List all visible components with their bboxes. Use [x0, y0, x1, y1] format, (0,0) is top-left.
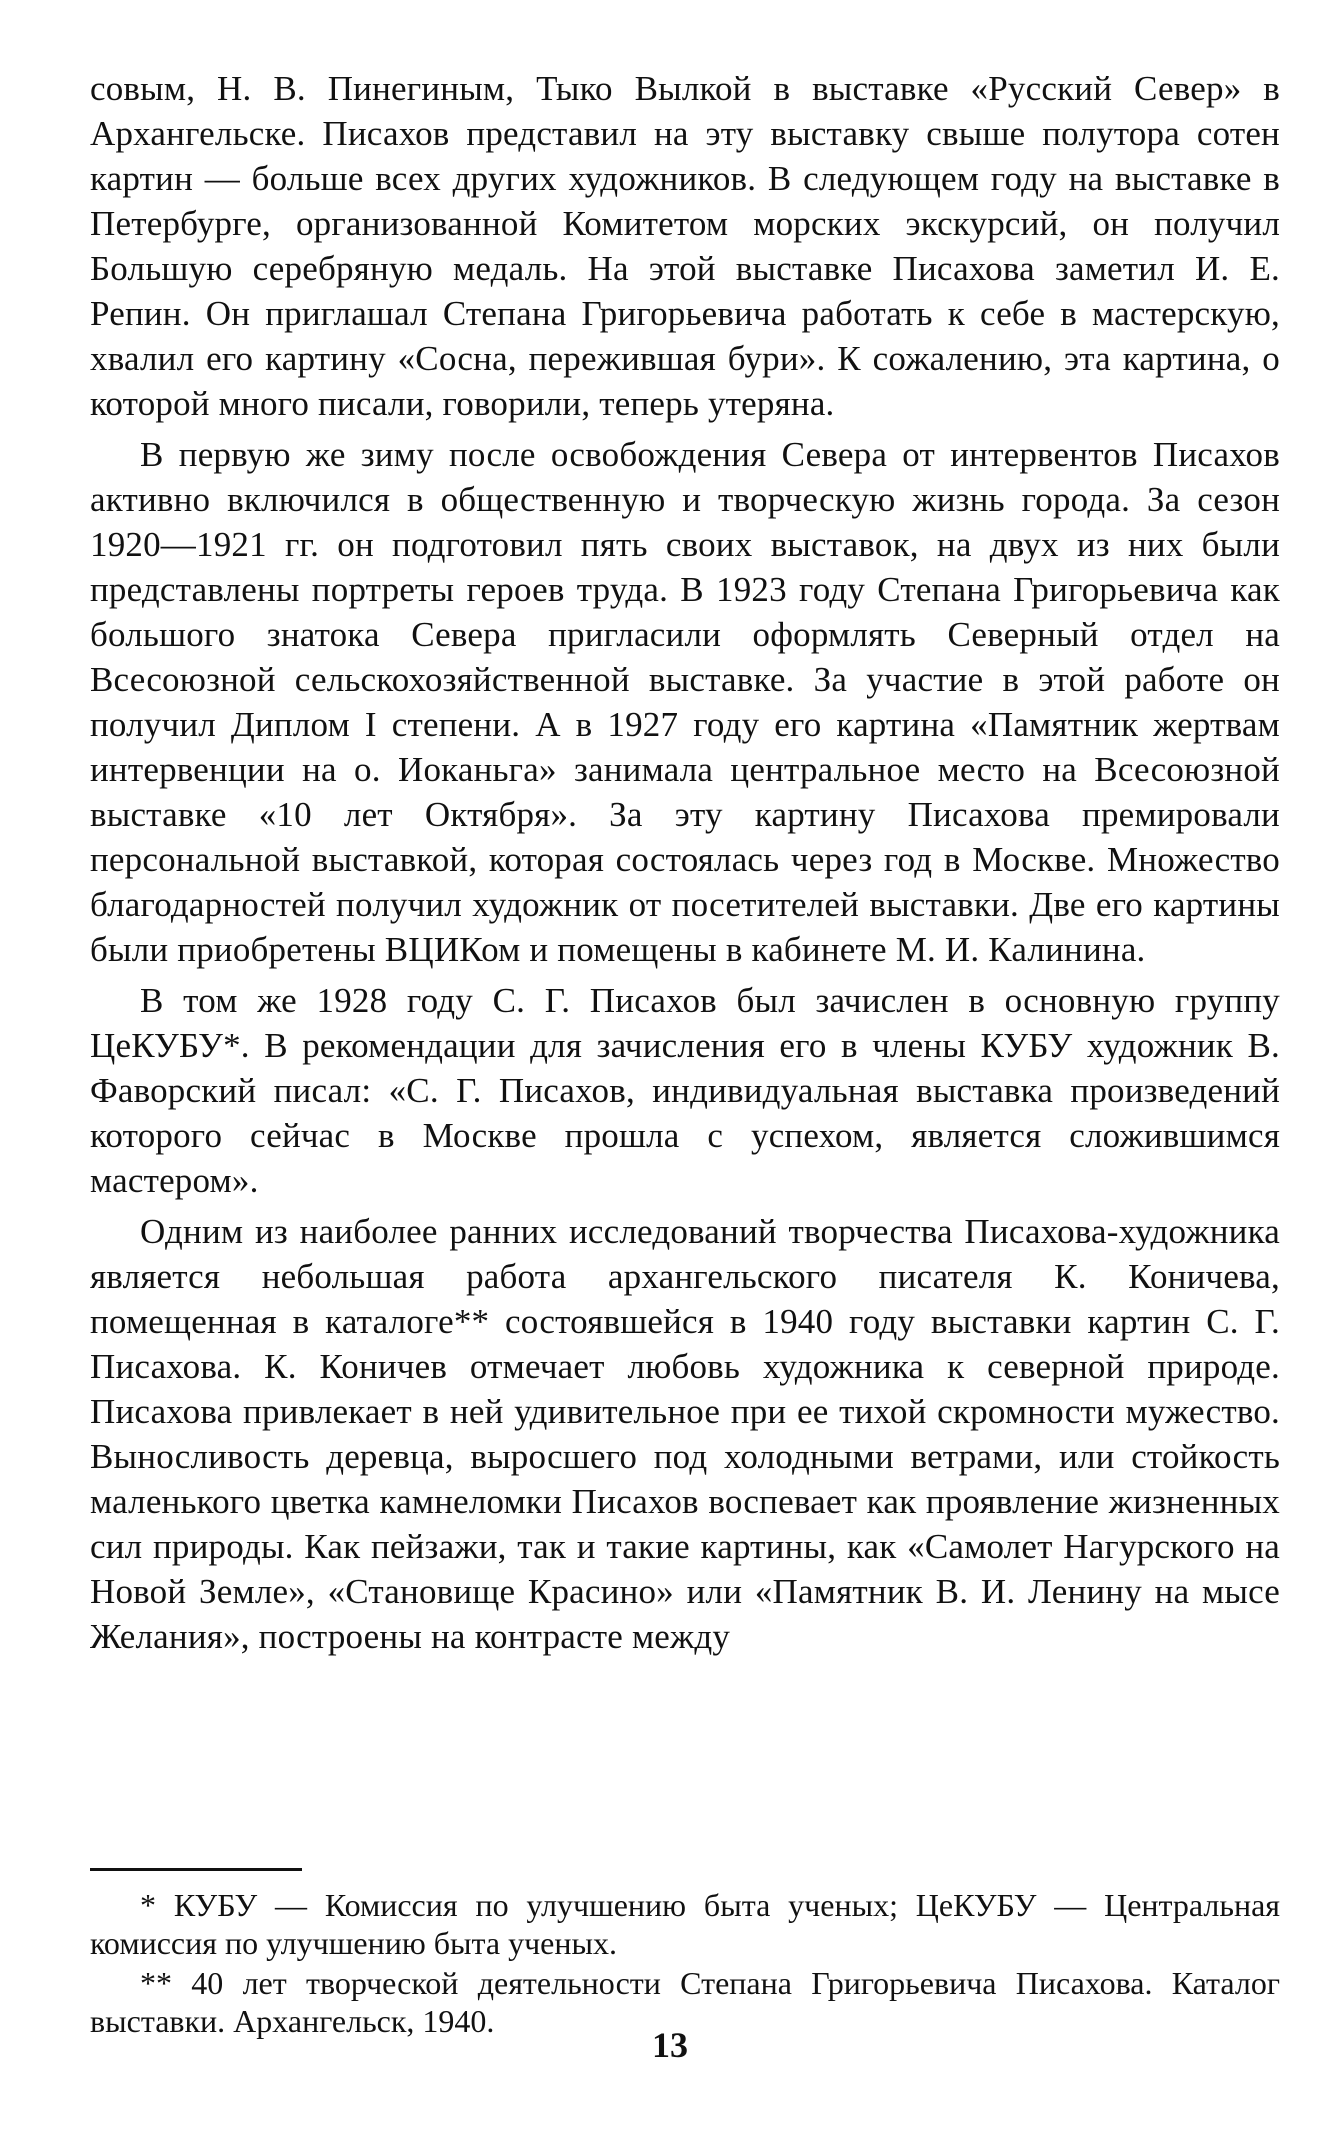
- page-number: 13: [652, 2025, 688, 2065]
- footnote-2: ** 40 лет творческой деятельности Степана Григорьевича Писахова. Каталог выставки. Архангельск, 1940.: [90, 1965, 1280, 2039]
- paragraph-2: В первую же зиму после освобождения Севера от интервентов Писахов активно включился в общественную и творческую жизнь города. За сезон 1920—1921 гг. он подготовил пять своих выставок, на двух из них были представлены портреты героев труда. В 1923 году Степана Григорьевича как большого знатока Севера пригласили оформлять Северный отдел на Всесоюзной сельскохозяйственной выставке. За участие в этой работе он получил Диплом I степени. А в 1927 году его картина «Памятник жертвам интервенции на о. Иоканьга» занимала центральное место на Всесоюзной выставке «10 лет Октября». За эту картину Писахова премировали персональной выставкой, которая состоялась через год в Москве. Множество благодарностей получил художник от посетителей выставки. Две его картины были приобретены ВЦИКом и помещены в кабинете М. И. Калинина.: [90, 435, 1280, 969]
- footnote-divider: [90, 1868, 302, 1871]
- paragraph-3: В том же 1928 году С. Г. Писахов был зачислен в основную группу ЦеКУБУ*. В рекомендации для зачисления его в члены КУБУ художник В. Фаворский писал: «С. Г. Писахов, индивидуальная выставка произведений которого сейчас в Москве прошла с успехом, является сложившимся мастером».: [90, 981, 1280, 1200]
- paragraph-1: совым, Н. В. Пинегиным, Тыко Вылкой в выставке «Русский Север» в Архангельске. Писахов представил на эту выставку свыше полутора сотен картин — больше всех других художников. В следующем году на выставке в Петербурге, организованной Комитетом морских экскурсий, он получил Большую серебряную медаль. На этой выставке Писахова заметил И. Е. Репин. Он приглашал Степана Григорьевича работать к себе в мастерскую, хвалил его картину «Сосна, пережившая бури». К сожалению, эта картина, о которой много писали, говорили, теперь утеряна.: [90, 69, 1280, 423]
- footnotes: [90, 1886, 1280, 2042]
- footnote-1: * КУБУ — Комиссия по улучшению быта ученых; ЦеКУБУ — Центральная комиссия по улучшению быта ученых.: [90, 1887, 1280, 1961]
- paragraph-4: Одним из наиболее ранних исследований творчества Писахова-художника является небольшая работа архангельского писателя К. Коничева, помещенная в каталоге** состоявшейся в 1940 году выставки картин С. Г. Писахова. К. Коничев отмечает любовь художника к северной природе. Писахова привлекает в ней удивительное при ее тихой скромности мужество. Выносливость деревца, выросшего под холодными ветрами, или стойкость маленького цветка камнеломки Писахов воспевает как проявление жизненных сил природы. Как пейзажи, так и такие картины, как «Самолет Нагурского на Новой Земле», «Становище Красино» или «Памятник В. И. Ленину на мысе Желания», построены на контрасте между: [90, 1212, 1280, 1656]
- main-text: [90, 66, 1280, 1665]
